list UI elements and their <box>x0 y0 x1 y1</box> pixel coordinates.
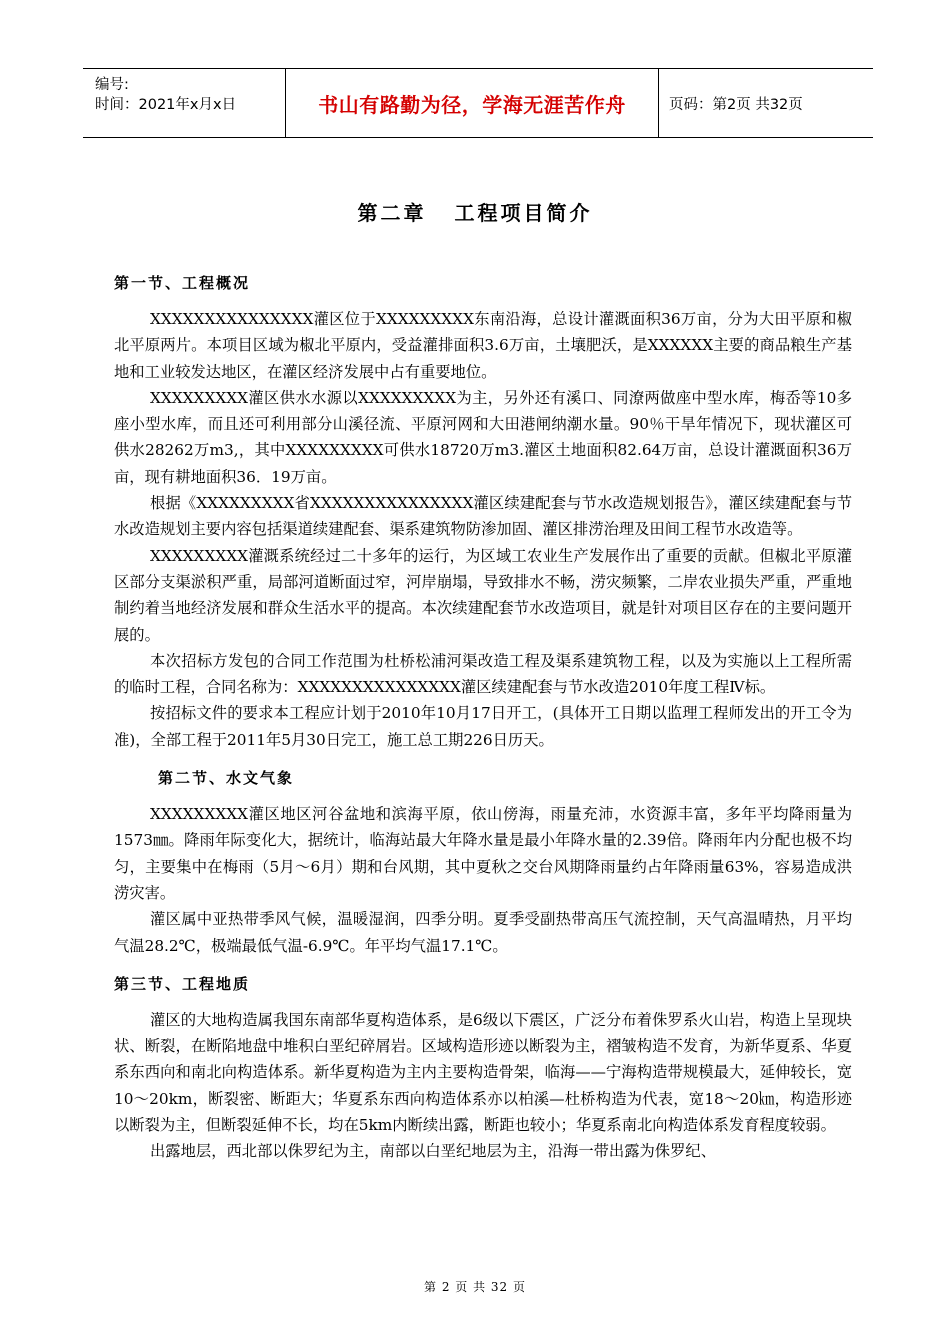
header-meta <box>83 69 285 137</box>
section-heading: 第三节、工程地质 <box>114 974 251 993</box>
page-header <box>83 68 873 138</box>
paragraph: 按招标文件的要求本工程应计划于2010年10月17日开工，(具体开工日期以监理工程师发出的开工令为准)，全部工程于2011年5月30日完工，施工总工期226日历天。 <box>114 704 852 749</box>
paragraph: 出露地层，西北部以侏罗纪为主，南部以白垩纪地层为主，沿海一带出露为侏罗纪、 <box>150 1142 716 1161</box>
paragraph: XXXXXXXXX灌区地区河谷盆地和滨海平原，依山傍海，雨量充沛，水资源丰富，多年平均降雨量为1573㎜。降雨年际变化大，据统计，临海站最大年降水量是最小年降水量的2.39倍。降雨年内分配也极不均匀，主要集中在梅雨（5月～6月）期和台风期，其中夏秋之交台风期降雨量约占年降雨量63%，容易造成洪涝灾害。 <box>114 805 852 902</box>
chapter-number: 第二章 <box>357 201 427 225</box>
header-slogan: 书山有路勤为径，学海无涯苦作舟 <box>318 92 626 117</box>
paragraph: 灌区的大地构造属我国东南部华夏构造体系，是6级以下震区，广泛分布着侏罗系火山岩，构造上呈现块状、断裂，在断陷地盘中堆积白垩纪碎屑岩。区域构造形迹以断裂为主，褶皱构造不发育，为新华夏系、华夏系东西向和南北向构造体系。新华夏构造为主内主要构造骨架，临海——宁海构造带规模最大，延伸较长，宽10～20km，断裂密、断距大；华夏系东西向构造体系亦以柏溪—杜桥构造为代表，宽18～20㎞，构造形迹以断裂为主，但断裂延伸不长，均在5km内断续出露，断距也较小；华夏系南北向构造体系发育程度较弱。 <box>114 1010 852 1135</box>
paragraph: XXXXXXXXX灌溉系统经过二十多年的运行，为区域工农业生产发展作出了重要的贡献。但椒北平原灌区部分支渠淤积严重，局部河道断面过窄，河岸崩塌，导致排水不畅，涝灾频繁，二岸农业损失严重，严重地制约着当地经济发展和群众生活水平的提高。本次续建配套节水改造项目，就是针对项目区存在的主要问题开展的。 <box>114 546 852 644</box>
section-heading: 第二节、水文气象 <box>158 769 295 788</box>
section-heading: 第一节、工程概况 <box>114 274 251 292</box>
paragraph: 灌区属中亚热带季风气候，温暖湿润，四季分明。夏季受副热带高压气流控制，天气高温晴热，月平均气温28.2℃，极端最低气温-6.9℃。年平均气温17.1℃。 <box>114 910 852 955</box>
document-time: 时间：2021年x月x日 <box>95 97 237 113</box>
document-body <box>114 270 852 1165</box>
paragraph: XXXXXXXXXXXXXXX灌区位于XXXXXXXXX东南沿海，总设计灌溉面积36万亩，分为大田平原和椒北平原两片。本项目区域为椒北平原内，受益灌排面积3.6万亩，土壤肥沃，是XXXXXX主要的商品粮生产基地和工业较发达地区，在灌区经济发展中占有重要地位。 <box>114 310 852 381</box>
paragraph: 本次招标方发包的合同工作范围为杜桥松浦河渠改造工程及渠系建筑物工程，以及为实施以上工程所需的临时工程，合同名称为：XXXXXXXXXXXXXXX灌区续建配套与节水改造2010年度工程Ⅳ标。 <box>114 651 852 697</box>
document-number: 编号: <box>95 77 129 93</box>
chapter-title <box>0 197 950 226</box>
paragraph: XXXXXXXXX灌区供水水源以XXXXXXXXX为主，另外还有溪口、同潦两做座中型水库，梅岙等10多座小型水库，而且还可利用部分山溪径流、平原河网和大田港闸纳潮水量。90％干旱年情况下，现状灌区可供水28262万m3,，其中XXXXXXXXX可供水18720万m3.灌区土地面积82.64万亩，总设计灌溉面积36万亩，现有耕地面积36．19万亩。 <box>114 388 852 486</box>
header-page-info: 页码：第2页 共32页 <box>669 96 803 113</box>
paragraph: 根据《XXXXXXXXX省XXXXXXXXXXXXXXX灌区续建配套与节水改造规划报告》，灌区续建配套与节水改造规划主要内容包括渠道续建配套、渠系建筑物防渗加固、灌区排涝治理及田间工程节水改造等。 <box>114 494 852 539</box>
header-slogan-cell <box>285 69 659 137</box>
chapter-name: 工程项目简介 <box>454 201 593 225</box>
page-footer: 第 2 页 共 32 页 <box>424 1280 526 1294</box>
